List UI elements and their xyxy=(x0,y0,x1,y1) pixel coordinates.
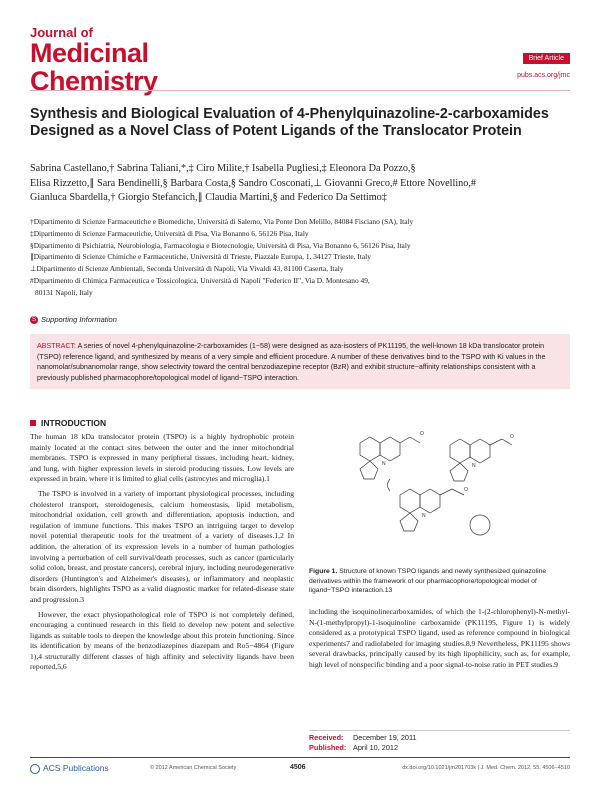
affiliation: ‡Dipartimento di Scienze Farmaceutiche, Università di Pisa, Via Bonanno 6, 56126 Pisa, Italy xyxy=(30,228,309,238)
author-list xyxy=(30,162,570,206)
svg-text:O: O xyxy=(510,434,514,440)
figure-caption xyxy=(309,567,570,596)
page-number: 4506 xyxy=(290,764,306,771)
figure-label: Figure 1. xyxy=(309,568,338,575)
author-line: Elisa Rizzetto,∥ Sara Bendinelli,§ Barbara Costa,§ Sandro Cosconati,⊥ Giovanni Greco,# Ettore Novellino,# xyxy=(30,177,476,189)
journal-name-line3: Chemistry xyxy=(30,66,158,96)
copyright: © 2012 American Chemical Society xyxy=(150,765,237,771)
section-heading xyxy=(30,418,106,428)
received-label: Received: xyxy=(309,733,344,742)
affiliation: ∥Dipartimento di Scienze Chimiche e Farmaceutiche, Università di Trieste, Piazzale Europa, 1, 34127 Trieste, Italy xyxy=(30,252,371,262)
affiliation: #Dipartimento di Chimica Farmaceutica e Tossicologica, Università di Napoli "Federico II", Via D. Montesano 49, xyxy=(30,275,370,285)
dates-divider xyxy=(309,730,570,731)
section-title: INTRODUCTION xyxy=(41,418,107,428)
affiliation: †Dipartimento di Scienze Farmaceutiche e Biomediche, Università di Salerno, Via Ponte Don Melillo, 84084 Fisciano (SA), Italy xyxy=(30,217,414,226)
publisher-logo[interactable] xyxy=(30,763,109,774)
supporting-information-label: Supporting Information xyxy=(41,315,117,324)
svg-text:O: O xyxy=(464,487,468,493)
received-date: December 19, 2011 xyxy=(353,733,417,742)
author-line: Gianluca Sbardella,† Giorgio Stefancich,∥ Claudia Martini,§ and Federico Da Settimo‡ xyxy=(30,192,387,203)
author-line: Sabrina Castellano,† Sabrina Taliani,*,‡ Ciro Milite,† Isabella Pugliesi,‡ Eleonora Da Pozzo,§ xyxy=(30,163,416,174)
article-title: Synthesis and Biological Evaluation of 4-Phenylquinazoline-2-carboxamides Designed as a Novel Class of Potent Ligands of the Translocator Protein xyxy=(30,106,549,139)
affiliation: §Dipartimento di Psichiatria, Neurobiologia, Farmacologia e Biotecnologie, Università di Pisa, Via Bonanno 6, 56126 Pisa, Italy xyxy=(30,240,411,250)
header-divider xyxy=(30,90,570,91)
doi-citation[interactable]: dx.doi.org/10.1021/jm201703k | J. Med. Chem. 2012, 55, 4506−4510 xyxy=(402,765,570,771)
published-label: Published: xyxy=(309,743,347,752)
publication-dates xyxy=(309,733,417,753)
affiliation: 80131 Napoli, Italy xyxy=(35,287,93,297)
info-icon: S xyxy=(31,317,36,324)
paragraph: However, the exact physiopathological role of TSPO is not completely defined, encouraging a continued research in this field to develop new potent and selective ligands as suitable tools to deepen the knowledge about this protein functioning. Since its identification by means of the benzodiazepines diazepam and Ro5−4864 (Figure 1),4 structurally different classes of high affinity and selectivity ligands have been reported,5,6 xyxy=(30,609,294,672)
paragraph: The human 18 kDa translocator protein (TSPO) is a highly hydrophobic protein mainly located at the contact sites between the outer and the inner mitochondrial membranes. TSPO is expressed in many peripheral tissues, including heart, kidney, and lung, with higher expression levels in steroid producing tissues. Low levels are expressed in brain, where it is limited to glial cells (astrocytes and microglia).1 xyxy=(30,432,294,484)
footer-divider xyxy=(30,757,570,758)
paragraph: The TSPO is involved in a variety of important physiological processes, including cholesterol transport, steroidogenesis, calcium homeostasis, lipid metabolism, mitochondrial oxidation, cell growth and differentiation, apoptosis induction, and regulation of immune functions. This makes TSPO an intriguing target to develop novel potential therapeutic tools for the treatment of a variety of diseases.1,2 In addition, the alteration of its expression levels in a number of human pathologies involving a perturbation of cell survival/death processes, such as cancer (particularly solid colon, breast, and prostate cancers), cerebral injury, including neurodegenerative disorders (Huntington's and Alzheimer's diseases), or inflammatory and neoplastic brain disorders, highlights TSPO as a valid diagnostic marker for related-disease state and progression.3 xyxy=(30,488,294,604)
publisher-name: ACS Publications xyxy=(43,763,109,773)
svg-text:N: N xyxy=(422,513,426,519)
affiliation: ⊥Dipartimento di Scienze Ambientali, Seconda Università di Napoli, Via Vivaldi 43, 81100 Caserta, Italy xyxy=(30,264,344,274)
supporting-information-link[interactable] xyxy=(30,315,117,324)
article-type-badge: Brief Article xyxy=(523,53,570,64)
svg-text:N: N xyxy=(382,461,386,467)
figure-caption-text: Structure of known TSPO ligands and newly synthesized quinazoline derivatives within the framework of our pharmacophore/topological model of ligand−TSPO interaction.13 xyxy=(309,568,547,594)
abstract-box xyxy=(30,334,570,389)
acs-logo-icon xyxy=(30,764,40,774)
affiliation-list xyxy=(30,216,570,299)
journal-logo xyxy=(30,26,158,95)
body-column-left xyxy=(30,432,294,677)
published-date: April 10, 2012 xyxy=(353,743,399,752)
paragraph: including the isoquinolinecarboxamides, of which the 1-(2-chlorophenyl)-N-methyl-N-(1-methylpropyl)-1-isoquinoline carboxamide (PK11195, Figure 1) is widely considered as a prototypical TSPO ligand, used as reference compound in biological experiments7 and radiolabeled for imaging studies.8,9 Nevertheless, PK11195 shows several drawbacks, principally caused by its high lipophilicity, such as, for example, high level of nonspecific binding and a poor signal-to-noise ratio in PET studies.9 xyxy=(309,607,570,669)
journal-name-line1: Journal of xyxy=(30,25,93,40)
figure-1-structures xyxy=(330,425,550,563)
body-column-right xyxy=(309,607,570,671)
svg-text:N: N xyxy=(472,463,476,469)
abstract-text: A series of novel 4-phenylquinazoline-2-carboxamides (1−58) were designed as aza-isosters of PK11195, the well-known 18 kDa translocator protein (TSPO) reference ligand, and synthesized by means of a very simple and efficient procedure. A number of these derivatives bind to the TSPO with Ki values in the nanomolar/subnanomolar range, show selectivity toward the central benzodiazepine receptor (BzR) and exhibit structure−affinity relationships consistent with a previously published pharmacophore/topological model of ligand−TSPO interaction. xyxy=(37,342,546,382)
abstract-label: ABSTRACT: xyxy=(37,342,77,350)
svg-text:O: O xyxy=(420,431,424,437)
journal-name-line2: Medicinal xyxy=(30,38,149,68)
section-bullet-icon xyxy=(30,420,36,426)
journal-url[interactable]: pubs.acs.org/jmc xyxy=(517,72,570,79)
